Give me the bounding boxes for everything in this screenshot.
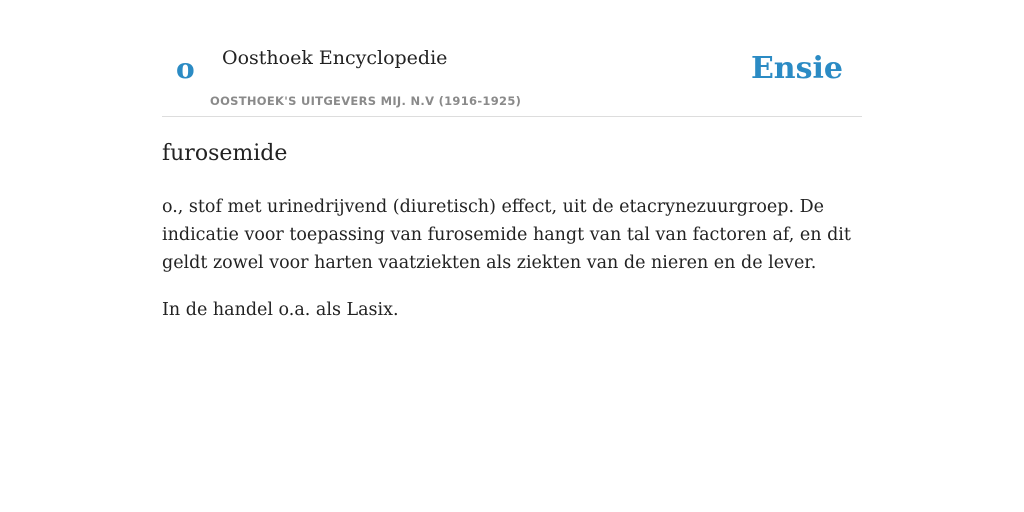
brand-logo-link[interactable]: Ensie bbox=[750, 51, 843, 86]
entry-paragraph: In de handel o.a. als Lasix. bbox=[162, 300, 399, 320]
entry-content bbox=[162, 138, 862, 324]
entry-title: furosemide bbox=[162, 141, 288, 166]
entry-paragraph: o., stof met urinedrijvend (diuretisch) effect, uit de etacrynezuurgroep. De indicatie voor toepassing van furosemide hangt van tal van factoren af, en dit geldt zowel voor harten vaatziekten als ziekten van de nieren en de lever. bbox=[162, 197, 851, 273]
publisher-subtitle: OOSTHOEK'S UITGEVERS MIJ. N.V (1916-1925) bbox=[210, 94, 522, 108]
site-title[interactable]: Oosthoek Encyclopedie bbox=[222, 47, 448, 69]
site-logo[interactable]: o bbox=[176, 52, 195, 85]
site-header bbox=[162, 0, 862, 117]
